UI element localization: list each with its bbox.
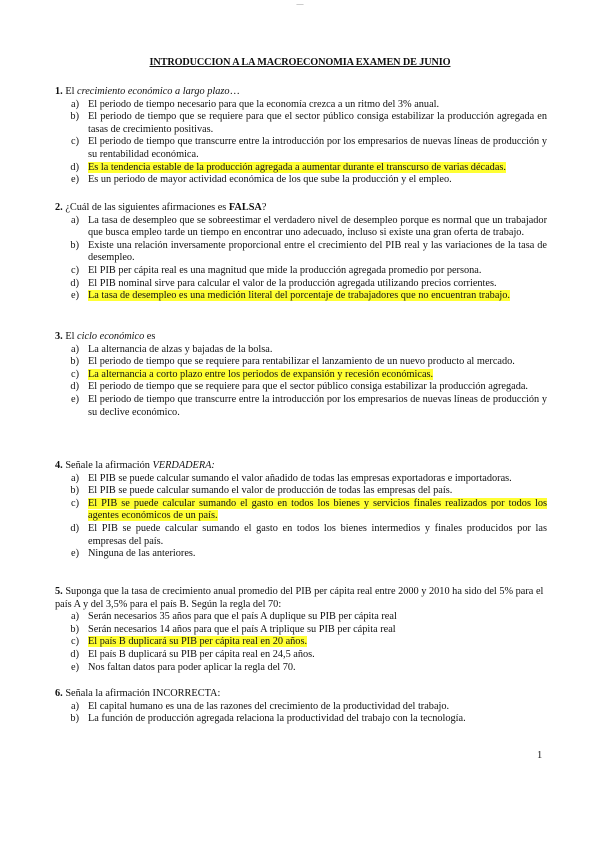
option-d: d) El periodo de tiempo que se requiere para que el sector público consiga estabilizar la producción agregada.: [70, 381, 529, 393]
option-b: b) El PIB se puede calcular sumando el valor de producción de todas las empresas del país.: [70, 485, 453, 497]
option-e: e) El periodo de tiempo que transcurre entre la introducción por los empresarios de nuevas líneas de producción y su declive económico.: [71, 393, 547, 418]
option-a: a) La tasa de desempleo que se sobreestimar el verdadero nivel de desempleo porque es normal que un trabajador que busca empleo tarde un tiempo en encontrar uno adecuado, incluso si existe una gran oferta de trabajo.: [71, 214, 547, 239]
option-c-correct: c) El PIB se puede calcular sumando el gasto en todos los bienes y servicios finales realizados por todos los agentes económicos de un país.: [71, 497, 547, 522]
options-list: [55, 611, 547, 674]
option-b: b) La función de producción agregada relaciona la productividad del trabajo con la tecnología.: [70, 713, 466, 725]
answer-highlight: El PIB se puede calcular sumando el gasto en todos los bienes y servicios finales realizados por todos los agentes económicos de un país.: [88, 497, 547, 522]
option-a: a) El capital humano es una de las razones del crecimiento de la productividad del trabajo.: [71, 700, 450, 712]
options-list: [55, 701, 547, 726]
question-number: 1.: [55, 86, 63, 97]
options-list: [55, 99, 547, 187]
option-d: d) El PIB nominal sirve para calcular el valor de la producción agregada utilizando precios corrientes.: [70, 277, 497, 289]
question-number: 3.: [55, 331, 63, 342]
question-4: [55, 460, 547, 561]
option-e-correct: e) La tasa de desempleo es una medición literal del porcentaje de trabajadores que no encuentran trabajo.: [71, 290, 510, 302]
option-c-correct: c) El país B duplicará su PIB per cápita real en 20 años.: [71, 636, 308, 648]
option-c: c) El PIB per cápita real es una magnitud que mide la producción agregada promedio por persona.: [71, 264, 482, 276]
option-e: e) Es un periodo de mayor actividad económica de los que sube la producción y el empleo.: [71, 174, 452, 186]
answer-highlight: La alternancia a corto plazo entre los periodos de expansión y recesión económicas.: [88, 368, 434, 380]
answer-highlight: Es la tendencia estable de la producción agregada a aumentar durante el transcurso de varias décadas.: [88, 161, 506, 173]
question-stem: 3. El ciclo económico es: [55, 331, 156, 342]
option-c-correct: c) La alternancia a corto plazo entre los periodos de expansión y recesión económicas.: [71, 368, 434, 380]
option-e: e) Ninguna de las anteriores.: [71, 548, 196, 560]
answer-highlight: La tasa de desempleo es una medición literal del porcentaje de trabajadores que no encuentran trabajo.: [88, 290, 510, 302]
option-d: d) El PIB se puede calcular sumando el gasto en todos los bienes intermedios y finales producidos por las empresas del país.: [70, 522, 547, 547]
exam-title: INTRODUCCION A LA MACROECONOMIA EXAMEN DE JUNIO: [149, 57, 451, 68]
question-stem: 4. Señale la afirmación VERDADERA:: [55, 460, 215, 471]
option-a: a) Serán necesarios 35 años para que el país A duplique su PIB per cápita real: [71, 611, 397, 623]
question-emphasis: crecimiento económico a largo plazo: [77, 86, 230, 97]
question-number: 5.: [55, 586, 63, 597]
question-emphasis: ciclo económico: [77, 331, 145, 342]
question-stem: 6. Señala la afirmación INCORRECTA:: [55, 688, 221, 699]
answer-highlight: El país B duplicará su PIB per cápita real en 20 años.: [88, 636, 308, 648]
question-6: [55, 688, 547, 726]
options-list: [55, 215, 547, 303]
option-b: b) El periodo de tiempo que se requiere para rentabilizar el lanzamiento de un nuevo producto al mercado.: [70, 356, 515, 368]
question-stem: 5. Suponga que la tasa de crecimiento anual promedio del PIB per cápita real entre 2000 y 2010 ha sido del 5% para el país A y del 3,5% para el país B. Según la regla del 70:: [55, 586, 544, 610]
option-d: d) El país B duplicará su PIB per cápita real en 24,5 años.: [70, 648, 315, 660]
question-number: 2.: [55, 202, 63, 213]
option-c: c) El periodo de tiempo que transcurre entre la introducción por los empresarios de nuevas líneas de producción y su rentabilidad económica.: [71, 136, 547, 160]
option-a: a) La alternancia de alzas y bajadas de la bolsa.: [71, 343, 273, 355]
question-number: 4.: [55, 460, 63, 471]
option-b: b) Serán necesarios 14 años para que el país A triplique su PIB per cápita real: [70, 623, 396, 635]
option-d-correct: d) Es la tendencia estable de la producción agregada a aumentar durante el transcurso de varias décadas.: [70, 161, 506, 173]
option-a: a) El periodo de tiempo necesario para que la economía crezca a un ritmo del 3% anual.: [71, 98, 440, 110]
question-stem: 2. ¿Cuál de las siguientes afirmaciones es FALSA?: [55, 202, 267, 213]
page-number: 1: [537, 750, 543, 761]
option-e: e) Nos faltan datos para poder aplicar la regla del 70.: [71, 661, 296, 673]
question-emphasis: VERDADERA:: [152, 460, 215, 471]
question-2: [55, 202, 547, 303]
question-stem: 1. El crecimiento económico a largo plazo…: [55, 86, 240, 97]
question-number: 6.: [55, 688, 63, 699]
option-b: b) Existe una relación inversamente proporcional entre el crecimiento del PIB real y las variaciones de la tasa de desempleo.: [70, 239, 547, 264]
header-mark: —: [296, 0, 304, 8]
options-list: [55, 473, 547, 561]
question-1: [55, 86, 547, 187]
question-3: [55, 331, 547, 419]
question-5: [55, 586, 547, 674]
options-list: [55, 344, 547, 420]
question-emphasis: FALSA: [228, 202, 262, 213]
option-b: b) El periodo de tiempo que se requiere para que el sector público consiga estabilizar la producción agregada en tasas de crecimiento positivas.: [70, 111, 547, 135]
option-a: a) El PIB se puede calcular sumando el valor añadido de todas las empresas exportadoras e importadoras.: [71, 472, 512, 484]
